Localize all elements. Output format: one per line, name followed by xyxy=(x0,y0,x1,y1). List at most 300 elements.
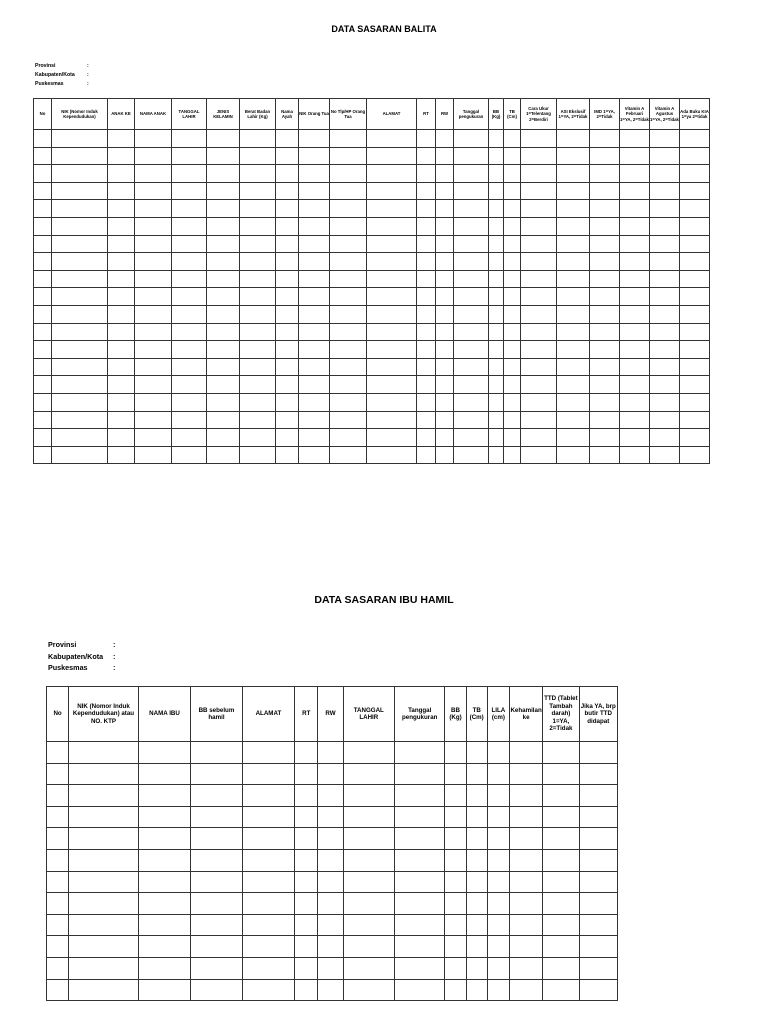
table-cell xyxy=(108,341,135,359)
table-cell xyxy=(650,270,680,288)
header-cell: BB (Kg) xyxy=(445,687,466,742)
table-cell xyxy=(240,446,276,464)
table-cell xyxy=(557,235,590,253)
table-cell xyxy=(509,871,542,893)
table-cell xyxy=(454,253,489,271)
table-cell xyxy=(590,446,620,464)
table-cell xyxy=(579,806,617,828)
table-cell xyxy=(445,893,466,915)
table-cell xyxy=(590,253,620,271)
table-cell xyxy=(135,182,172,200)
table-cell xyxy=(590,130,620,148)
header-cell: ALAMAT xyxy=(242,687,294,742)
table-cell xyxy=(395,806,445,828)
table-cell xyxy=(207,217,240,235)
table-cell xyxy=(330,341,367,359)
meta-puskesmas xyxy=(48,662,115,674)
table-cell xyxy=(240,182,276,200)
table-cell xyxy=(108,235,135,253)
table-cell xyxy=(489,165,504,183)
table-cell xyxy=(207,147,240,165)
table-cell xyxy=(454,130,489,148)
meta-label: Puskesmas xyxy=(35,81,64,87)
table-cell xyxy=(650,358,680,376)
table-cell xyxy=(521,130,557,148)
table-cell xyxy=(680,182,710,200)
table-cell xyxy=(69,957,139,979)
table-cell xyxy=(135,270,172,288)
table-cell xyxy=(34,217,52,235)
table-cell xyxy=(135,358,172,376)
table-cell xyxy=(52,393,108,411)
table-cell xyxy=(445,979,466,1001)
table-cell xyxy=(367,305,417,323)
table-cell xyxy=(69,828,139,850)
table-cell xyxy=(135,288,172,306)
table-cell xyxy=(650,288,680,306)
table-cell xyxy=(557,165,590,183)
table-cell xyxy=(343,979,394,1001)
table-cell xyxy=(52,200,108,218)
table-cell xyxy=(590,323,620,341)
table-cell xyxy=(47,979,69,1001)
table-cell xyxy=(276,288,299,306)
table-cell xyxy=(504,147,521,165)
table-cell xyxy=(680,323,710,341)
table-cell xyxy=(466,828,487,850)
table-cell xyxy=(172,305,207,323)
table-cell xyxy=(504,165,521,183)
table-cell xyxy=(242,871,294,893)
table-cell xyxy=(108,376,135,394)
table-cell xyxy=(207,305,240,323)
table-cell xyxy=(650,165,680,183)
table-cell xyxy=(343,849,394,871)
header-cell: TANGGAL LAHIR xyxy=(172,99,207,130)
table-cell xyxy=(590,235,620,253)
table-cell xyxy=(108,429,135,447)
header-cell: Tanggal pengukuran xyxy=(454,99,489,130)
table-cell xyxy=(299,182,330,200)
table-cell xyxy=(650,147,680,165)
header-cell: BB (Kg) xyxy=(489,99,504,130)
table-cell xyxy=(590,182,620,200)
table-cell xyxy=(240,217,276,235)
table-cell xyxy=(487,936,509,958)
table-cell xyxy=(242,785,294,807)
table-cell xyxy=(650,235,680,253)
table-cell xyxy=(191,979,242,1001)
table-cell xyxy=(172,288,207,306)
table-cell xyxy=(557,341,590,359)
table-cell xyxy=(108,130,135,148)
table-cell xyxy=(454,411,489,429)
table-cell xyxy=(172,235,207,253)
table-cell xyxy=(135,393,172,411)
table-cell xyxy=(276,182,299,200)
table-cell xyxy=(509,763,542,785)
table-cell xyxy=(367,446,417,464)
table-cell xyxy=(579,828,617,850)
table-cell xyxy=(521,376,557,394)
table-cell xyxy=(276,341,299,359)
table-cell xyxy=(52,130,108,148)
table-cell xyxy=(620,376,650,394)
meta-kabupaten xyxy=(35,71,89,80)
table-cell xyxy=(318,893,343,915)
ibu-hamil-table-body xyxy=(47,742,618,1001)
table-cell xyxy=(240,429,276,447)
table-cell xyxy=(242,806,294,828)
table-cell xyxy=(487,979,509,1001)
table-row xyxy=(34,429,710,447)
table-cell xyxy=(69,806,139,828)
table-cell xyxy=(417,130,436,148)
table-cell xyxy=(299,253,330,271)
table-cell xyxy=(579,957,617,979)
table-cell xyxy=(367,182,417,200)
table-cell xyxy=(299,270,330,288)
table-cell xyxy=(466,914,487,936)
table-cell xyxy=(299,305,330,323)
table-cell xyxy=(436,411,454,429)
table-cell xyxy=(330,147,367,165)
table-cell xyxy=(590,288,620,306)
table-cell xyxy=(466,893,487,915)
table-cell xyxy=(299,411,330,429)
table-cell xyxy=(295,893,318,915)
table-cell xyxy=(299,147,330,165)
table-cell xyxy=(172,376,207,394)
table-cell xyxy=(47,763,69,785)
balita-table-body xyxy=(34,130,710,464)
table-cell xyxy=(436,165,454,183)
table-cell xyxy=(436,446,454,464)
meta-sep: : xyxy=(87,81,89,87)
table-cell xyxy=(47,914,69,936)
table-cell xyxy=(417,235,436,253)
table-cell xyxy=(504,429,521,447)
table-cell xyxy=(680,200,710,218)
table-cell xyxy=(395,849,445,871)
table-cell xyxy=(557,270,590,288)
table-cell xyxy=(299,323,330,341)
table-cell xyxy=(135,217,172,235)
table-cell xyxy=(466,763,487,785)
table-cell xyxy=(242,742,294,764)
table-cell xyxy=(367,147,417,165)
table-cell xyxy=(445,871,466,893)
ibu-hamil-table xyxy=(46,686,618,1001)
header-cell: Jika YA, brp butir TTD didapat xyxy=(579,687,617,742)
table-cell xyxy=(343,893,394,915)
table-cell xyxy=(343,957,394,979)
header-cell: TB (Cm) xyxy=(466,687,487,742)
table-cell xyxy=(504,323,521,341)
table-cell xyxy=(590,393,620,411)
table-cell xyxy=(69,849,139,871)
table-cell xyxy=(47,893,69,915)
table-cell xyxy=(557,393,590,411)
table-cell xyxy=(680,147,710,165)
table-cell xyxy=(135,411,172,429)
table-cell xyxy=(489,358,504,376)
table-cell xyxy=(240,305,276,323)
table-cell xyxy=(207,165,240,183)
table-cell xyxy=(557,147,590,165)
table-cell xyxy=(34,253,52,271)
table-cell xyxy=(172,358,207,376)
table-cell xyxy=(557,182,590,200)
table-cell xyxy=(650,429,680,447)
table-cell xyxy=(436,217,454,235)
table-cell xyxy=(343,806,394,828)
table-cell xyxy=(138,785,190,807)
table-cell xyxy=(240,393,276,411)
table-cell xyxy=(504,376,521,394)
table-cell xyxy=(395,742,445,764)
header-cell: NIK (Nomor Induk Kependudukan) xyxy=(52,99,108,130)
table-cell xyxy=(135,253,172,271)
table-cell xyxy=(108,253,135,271)
table-cell xyxy=(318,936,343,958)
table-row xyxy=(34,253,710,271)
table-cell xyxy=(650,446,680,464)
table-row xyxy=(34,376,710,394)
table-cell xyxy=(454,200,489,218)
table-cell xyxy=(172,147,207,165)
table-cell xyxy=(417,270,436,288)
table-cell xyxy=(191,871,242,893)
table-cell xyxy=(504,411,521,429)
table-cell xyxy=(521,200,557,218)
table-cell xyxy=(207,393,240,411)
table-cell xyxy=(135,376,172,394)
table-cell xyxy=(52,429,108,447)
table-cell xyxy=(680,341,710,359)
table-cell xyxy=(680,217,710,235)
table-cell xyxy=(620,147,650,165)
table-cell xyxy=(454,235,489,253)
table-cell xyxy=(650,323,680,341)
table-cell xyxy=(543,849,579,871)
table-cell xyxy=(207,376,240,394)
table-cell xyxy=(543,828,579,850)
table-row xyxy=(47,957,618,979)
table-cell xyxy=(367,165,417,183)
header-cell: NAMA ANAK xyxy=(135,99,172,130)
table-cell xyxy=(521,235,557,253)
table-cell xyxy=(650,253,680,271)
table-cell xyxy=(276,393,299,411)
table-cell xyxy=(557,429,590,447)
table-row xyxy=(47,914,618,936)
table-cell xyxy=(579,979,617,1001)
table-cell xyxy=(191,936,242,958)
table-cell xyxy=(135,446,172,464)
table-cell xyxy=(207,288,240,306)
table-cell xyxy=(108,393,135,411)
table-cell xyxy=(69,893,139,915)
table-cell xyxy=(620,411,650,429)
table-cell xyxy=(417,446,436,464)
table-cell xyxy=(680,270,710,288)
table-cell xyxy=(436,323,454,341)
table-cell xyxy=(436,235,454,253)
table-cell xyxy=(650,200,680,218)
table-cell xyxy=(69,763,139,785)
header-cell: No Tlp/HP Orang Tua xyxy=(330,99,367,130)
table-cell xyxy=(521,393,557,411)
table-cell xyxy=(172,270,207,288)
table-cell xyxy=(172,411,207,429)
table-cell xyxy=(367,429,417,447)
header-cell: TANGGAL LAHIR xyxy=(343,687,394,742)
table-cell xyxy=(172,217,207,235)
table-cell xyxy=(487,785,509,807)
table-cell xyxy=(367,358,417,376)
table-cell xyxy=(543,806,579,828)
table-row xyxy=(47,763,618,785)
table-cell xyxy=(590,341,620,359)
table-cell xyxy=(509,936,542,958)
table-cell xyxy=(489,288,504,306)
table-cell xyxy=(367,411,417,429)
table-cell xyxy=(445,742,466,764)
table-cell xyxy=(620,446,650,464)
table-cell xyxy=(318,979,343,1001)
table-cell xyxy=(466,849,487,871)
table-cell xyxy=(299,235,330,253)
table-cell xyxy=(620,305,650,323)
table-cell xyxy=(295,742,318,764)
table-cell xyxy=(417,376,436,394)
table-cell xyxy=(330,182,367,200)
header-cell: No xyxy=(34,99,52,130)
table-cell xyxy=(504,341,521,359)
table-cell xyxy=(52,411,108,429)
table-cell xyxy=(172,130,207,148)
table-cell xyxy=(52,182,108,200)
table-cell xyxy=(299,429,330,447)
table-cell xyxy=(504,288,521,306)
table-cell xyxy=(436,376,454,394)
table-cell xyxy=(521,358,557,376)
table-row xyxy=(34,341,710,359)
table-cell xyxy=(343,936,394,958)
meta-label: Provinsi xyxy=(48,640,77,649)
table-cell xyxy=(242,936,294,958)
table-cell xyxy=(445,914,466,936)
table-cell xyxy=(521,305,557,323)
table-cell xyxy=(454,376,489,394)
table-cell xyxy=(207,253,240,271)
table-cell xyxy=(191,763,242,785)
table-cell xyxy=(466,806,487,828)
balita-meta xyxy=(35,62,89,89)
table-cell xyxy=(295,763,318,785)
table-cell xyxy=(34,358,52,376)
table-cell xyxy=(395,893,445,915)
table-cell xyxy=(34,182,52,200)
table-cell xyxy=(299,165,330,183)
table-cell xyxy=(454,165,489,183)
header-cell: No xyxy=(47,687,69,742)
header-cell: Nama Ayah xyxy=(276,99,299,130)
table-cell xyxy=(454,270,489,288)
table-cell xyxy=(108,288,135,306)
table-cell xyxy=(395,936,445,958)
table-cell xyxy=(504,270,521,288)
table-cell xyxy=(299,130,330,148)
table-cell xyxy=(34,446,52,464)
table-cell xyxy=(191,785,242,807)
table-cell xyxy=(395,785,445,807)
meta-sep: : xyxy=(113,663,116,672)
table-cell xyxy=(295,914,318,936)
table-cell xyxy=(240,323,276,341)
table-cell xyxy=(330,235,367,253)
table-cell xyxy=(620,323,650,341)
table-row xyxy=(34,305,710,323)
table-cell xyxy=(504,305,521,323)
table-row xyxy=(34,446,710,464)
table-cell xyxy=(445,763,466,785)
table-cell xyxy=(650,341,680,359)
table-row xyxy=(34,147,710,165)
table-cell xyxy=(590,147,620,165)
table-cell xyxy=(487,871,509,893)
table-cell xyxy=(330,393,367,411)
table-cell xyxy=(135,200,172,218)
table-cell xyxy=(330,376,367,394)
table-cell xyxy=(47,828,69,850)
table-cell xyxy=(509,828,542,850)
meta-label: Provinsi xyxy=(35,63,56,69)
table-cell xyxy=(543,763,579,785)
table-cell xyxy=(330,270,367,288)
table-cell xyxy=(504,235,521,253)
table-cell xyxy=(395,763,445,785)
table-cell xyxy=(417,341,436,359)
meta-label: Puskesmas xyxy=(48,663,88,672)
table-cell xyxy=(172,429,207,447)
table-cell xyxy=(504,446,521,464)
table-cell xyxy=(47,785,69,807)
table-cell xyxy=(680,130,710,148)
table-cell xyxy=(69,871,139,893)
table-cell xyxy=(299,200,330,218)
table-cell xyxy=(34,165,52,183)
table-cell xyxy=(543,893,579,915)
table-cell xyxy=(487,828,509,850)
table-cell xyxy=(207,358,240,376)
table-cell xyxy=(318,871,343,893)
table-cell xyxy=(240,200,276,218)
table-cell xyxy=(509,849,542,871)
table-cell xyxy=(318,763,343,785)
table-cell xyxy=(436,341,454,359)
table-cell xyxy=(138,763,190,785)
table-cell xyxy=(172,393,207,411)
table-cell xyxy=(454,288,489,306)
header-cell: Vitamin A Agustus 1=YA, 2=Tidak xyxy=(650,99,680,130)
table-cell xyxy=(367,130,417,148)
table-row xyxy=(34,217,710,235)
table-cell xyxy=(650,393,680,411)
table-cell xyxy=(191,742,242,764)
table-cell xyxy=(417,358,436,376)
